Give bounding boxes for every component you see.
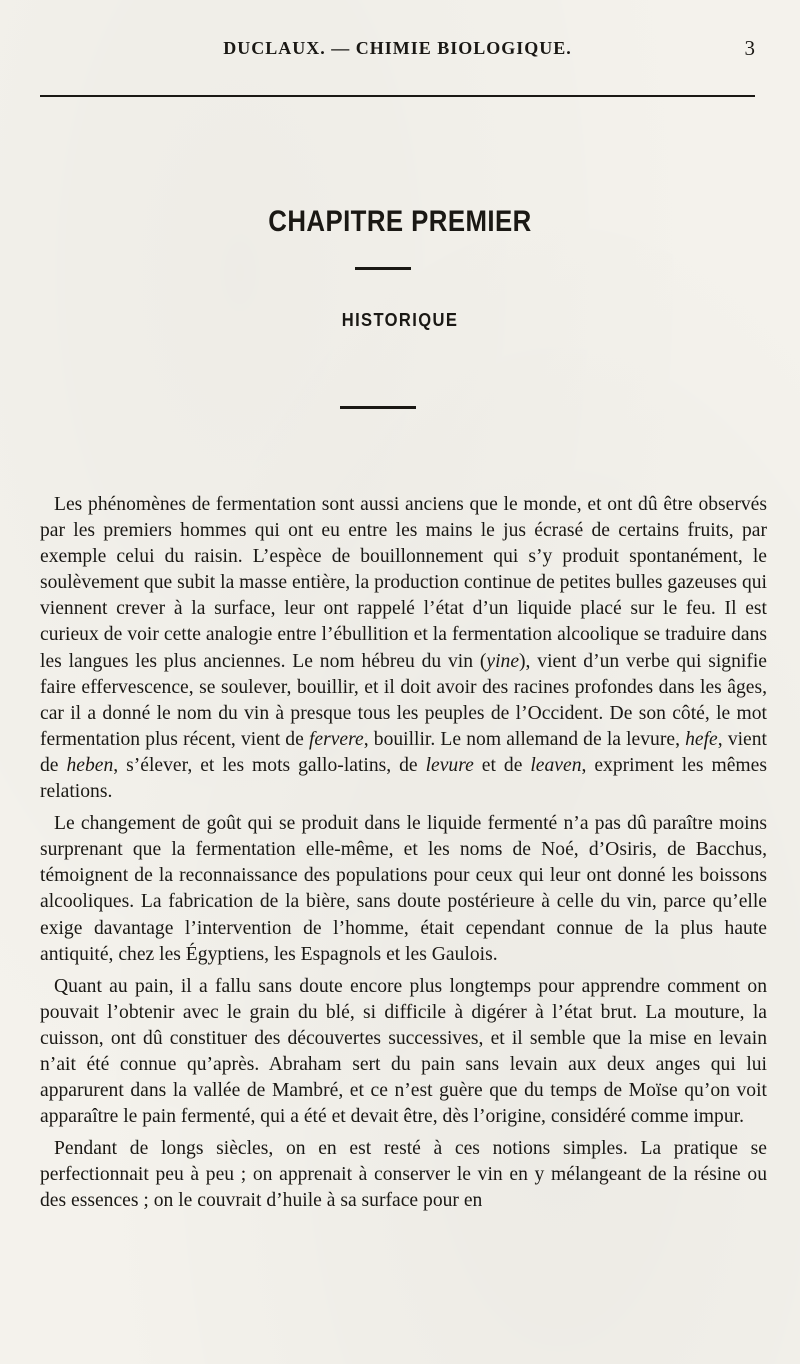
text-segment: , s’élever, et les mots gallo-latins, de	[113, 754, 426, 776]
running-head	[40, 38, 755, 68]
chapter-rule	[355, 267, 411, 270]
body-text	[40, 492, 767, 1215]
italic-term: yine	[486, 650, 520, 672]
page-number: 3	[744, 36, 755, 60]
text-segment: et de	[473, 754, 531, 776]
italic-term: hefe	[685, 728, 718, 750]
text-segment: Le changement de goût qui se produit dans le liquide fermenté n’a pas dû paraître moins surprenant que la fermentation elle-même, et les noms de Noé, d’Osiris, de Bacchus, témoignent de la reconnaissance des populations pour ceux qui leur ont donné les boissons alcooliques. La fabrication de la bière, sans doute postérieure à celle du vin, parce qu’elle exige davantage l’intervention de l’homme, était cependant connue de la plus haute antiquité, chez les Égyptiens, les Espagnols et les Gaulois.	[40, 813, 767, 965]
header-rule	[40, 95, 755, 97]
italic-term: levure	[425, 754, 474, 776]
paragraph	[40, 811, 767, 968]
paragraph	[40, 1136, 767, 1214]
italic-term: heben	[66, 754, 114, 776]
section-title: HISTORIQUE	[341, 310, 459, 330]
text-segment: Quant au pain, il a fallu sans doute encore plus longtemps pour apprendre comment on pouvait l’obtenir avec le grain du blé, si difficile à digérer à l’état brut. La mouture, la cuisson, ont dû constituer des découvertes successives, et il semble que la mise en levain n’ait été connue qu’après. Abraham sert du pain sans levain aux deux anges qui lui apparurent dans la vallée de Mambré, et ce n’est guère que du temps de Moïse qu’on voit apparaître le pain fermenté, qui a été et devait être, dès l’origine, considéré comme impur.	[40, 975, 767, 1128]
paragraph	[40, 974, 767, 1131]
section-rule	[340, 406, 416, 409]
italic-term: fervere	[308, 728, 364, 750]
text-segment: ), vient d’un verbe qui signifie faire effervescence, se soulever, bouillir, et il doit avoir des racines profondes dans les âges, car il a donné le nom du vin à presque tous les peuples de l’Occident. De son côté, le mot fermentation plus récent, vient de	[40, 650, 767, 750]
text-segment: Les phénomènes de fermentation sont aussi anciens que le monde, et ont dû être observés par les premiers hommes qui ont eu entre les mains le jus écrasé de certains fruits, par exemple celui du raisin. L’espèce de bouillonnement qui s’y produit spontanément, le soulèvement que subit la masse entière, la production continue de petites bulles gazeuses qui viennent crever à la surface, leur ont rappelé l’état d’un liquide placé sur le feu. Il est curieux de voir cette analogie entre l’ébullition et la fermentation alcoolique se traduire dans les langues les plus anciennes. Le nom hébreu du vin (	[40, 494, 767, 672]
running-title: DUCLAUX. — CHIMIE BIOLOGIQUE.	[223, 38, 572, 58]
text-segment: Pendant de longs siècles, on en est resté à ces notions simples. La pratique se perfectionnait peu à peu ; on apprenait à conserver le vin en y mélangeant de la résine ou des essences ; on le couvrait d’huile à sa surface pour en	[40, 1138, 767, 1212]
text-segment: , bouillir. Le nom allemand de la levure,	[363, 728, 686, 750]
paragraph	[40, 492, 767, 805]
italic-term: leaven	[530, 754, 582, 776]
text-segment: , expriment les mêmes relations.	[40, 754, 767, 803]
text-segment: , vient de	[40, 728, 767, 776]
chapter-title: CHAPITRE PREMIER	[268, 205, 532, 238]
